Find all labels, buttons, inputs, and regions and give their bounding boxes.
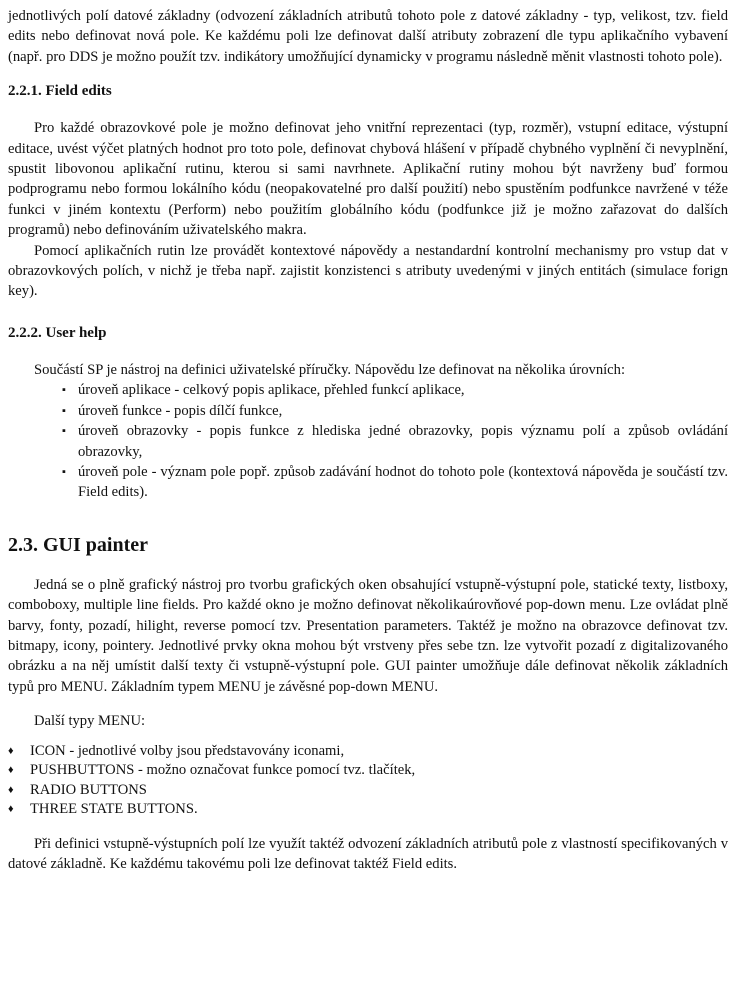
intro-paragraph: jednotlivých polí datové základny (odvození základních atributů tohoto pole z datové základny - typ, velikost, tzv. field edits nebo definovat nová pole. Ke každému poli lze definovat další atributy zobrazení dle typu aplikačního vybavení (např. pro DDS je možno použít tzv. indikátory umožňující dynamicky v programu následně měnit vlastnosti tohoto pole).	[8, 8, 728, 65]
field-definition-paragraph: Při definici vstupně-výstupních polí lze využít taktéž odvození základních atributů pole z vlastností specifikovaných v datové základně. Ke každému takovému poli lze definovat taktéž Field edits.	[8, 835, 728, 872]
list-item: ▪ úroveň obrazovky - popis funkce z hlediska jedné obrazovky, popis významu polí a způsob ovládání obrazovky,	[62, 421, 728, 462]
list-item: ▪ úroveň pole - význam pole popř. způsob zadávání hodnot do tohoto pole (kontextová nápověda je součástí tzv. Field edits).	[62, 462, 728, 503]
section-heading-field-edits: 2.2.1. Field edits	[8, 83, 112, 100]
list-item: ♦ THREE STATE BUTTONS.	[8, 800, 728, 820]
list-item: ▪ úroveň funkce - popis dílčí funkce,	[62, 401, 728, 421]
gui-painter-paragraph: Jedná se o plně grafický nástroj pro tvorbu grafických oken obsahující vstupně-výstupní pole, statické texty, listboxy, comboboxy, multiple line fields. Pro každé okno je možno definovat několikaúrovňové pop-down menu. Lze ovládat plně barvy, fonty, pozadí, hilight, reverse pomocí tzv. Presentation parameters. Taktéž je možno na obrazovce definovat tzv. bitmapy, icony, pointery. Jednotlivé prvky okna mohou být vrstveny přes sebe tzn. lze vytvořit pozadí z digitalizovaného obrázku a na něj umístit další texty či vstupně-výstupní pole. GUI painter umožňuje dále definovat několik základních typů pro MENU. Základním typem MENU je závěsné pop-down MENU.	[8, 576, 728, 695]
field-edits-paragraph-2: Pomocí aplikačních rutin lze provádět kontextové nápovědy a nestandardní kontrolní mechanismy pro vstup dat v obrazovkových polích, v nichž je třeba např. zajistit konzistenci s atributy uvedenými v jiných entitách (simulace forign key).	[8, 242, 728, 300]
help-levels-list	[8, 380, 728, 502]
list-item: ▪ úroveň aplikace - celkový popis aplikace, přehled funkcí aplikace,	[62, 380, 728, 400]
list-item: ♦ RADIO BUTTONS	[8, 781, 728, 801]
user-help-paragraph: Součástí SP je nástroj na definici uživatelské příručky. Nápovědu lze definovat na několika úrovních:	[34, 361, 626, 378]
list-item: ♦ ICON - jednotlivé volby jsou představovány iconami,	[8, 742, 728, 762]
section-heading-gui-painter: 2.3. GUI painter	[8, 533, 148, 556]
document-page	[8, 6, 728, 874]
list-item: ♦ PUSHBUTTONS - možno označovat funkce pomocí tvz. tlačítek,	[8, 761, 728, 781]
field-edits-paragraph-1: Pro každé obrazovkové pole je možno definovat jeho vnitřní reprezentaci (typ, rozměr), vstupní editace, výstupní editace, uvést výčet platných hodnot pro toto pole, definovat chybová hlášení v případě chybného vyplnění či nevyplnění, spustit libovonou aplikační rutinu, kterou si sami navrhnete. Aplikační rutiny mohou být navrženy buď formou podprogramu nebo formou lokálního kódu (neopakovatelné pro další použití) nebo spustěním podfunkce navržené v téže funkci v jiném kontextu (Perform) nebo použitím globálního kódu (podfunkce již je možno zařazovat do dalších programů) nebo definováním uživatelského makra.	[8, 120, 728, 239]
section-heading-user-help: 2.2.2. User help	[8, 324, 107, 341]
menu-types-list	[8, 742, 728, 820]
menu-types-intro: Další typy MENU:	[34, 713, 146, 730]
